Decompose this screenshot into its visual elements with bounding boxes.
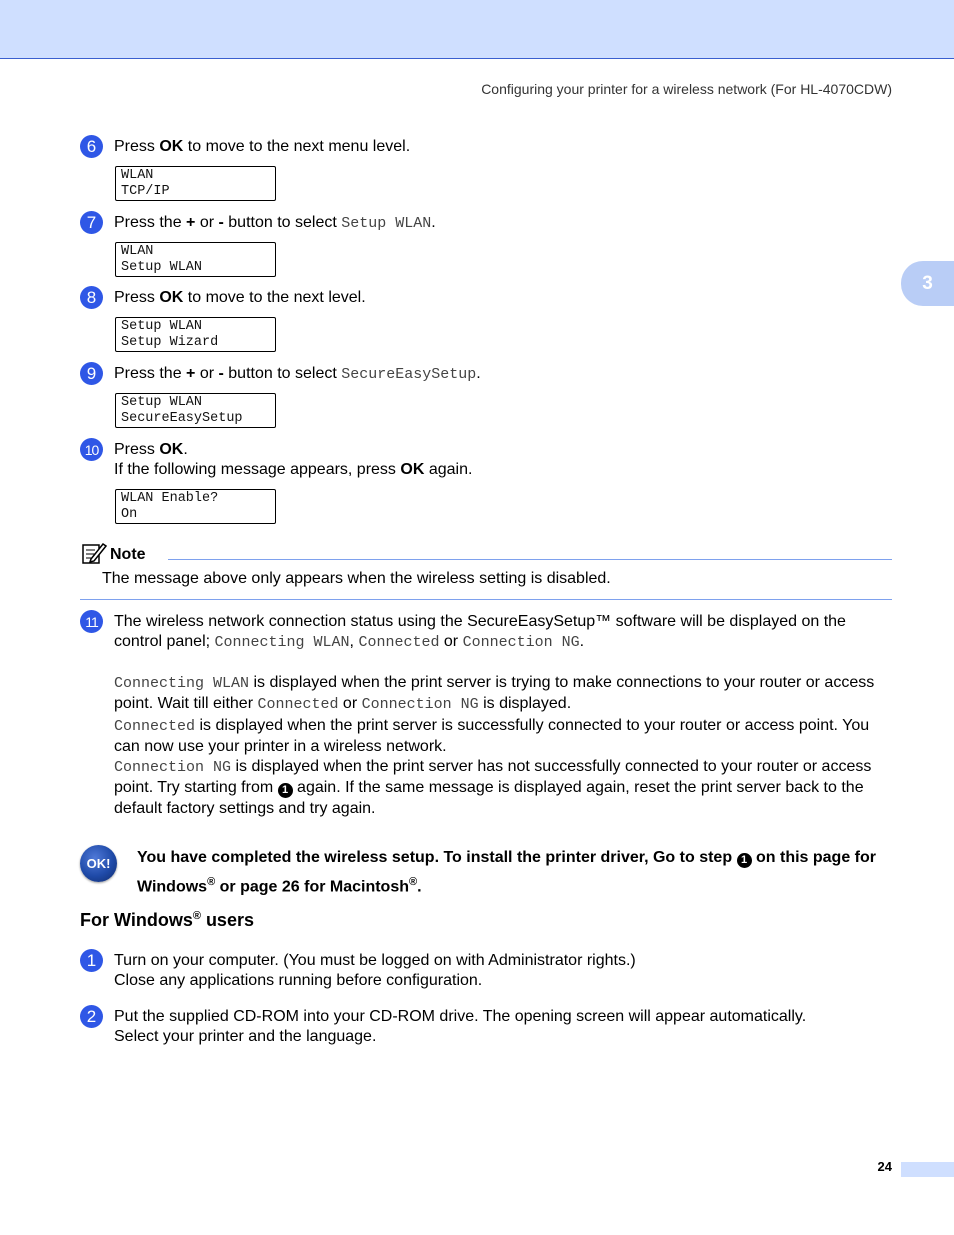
step-9-text: Press the + or - button to select SecureEasySetup.: [114, 365, 481, 383]
step-ref-icon: 1: [737, 853, 752, 868]
page-number-bar: [901, 1162, 954, 1177]
note-pencil-icon: [81, 541, 107, 565]
lcd-display: Setup WLAN Setup Wizard: [115, 317, 276, 352]
step-number: 10: [80, 438, 103, 461]
step-11-text: The wireless network connection status using the SecureEasySetup™ software will be displayed on the control panel; Connecting WLAN, Connected or Connection NG.: [114, 613, 846, 652]
completion-message: You have completed the wireless setup. To install the printer driver, Go to step 1 on this page for Windows® or page 26 for Macintosh®.: [137, 849, 876, 896]
ok-badge-icon: OK!: [80, 845, 117, 882]
lcd-display: WLAN Enable? On: [115, 489, 276, 524]
lcd-display: WLAN Setup WLAN: [115, 242, 276, 277]
step-number: 8: [80, 286, 103, 309]
step-number: 9: [80, 362, 103, 385]
step-6-text: Press OK to move to the next menu level.: [114, 138, 411, 155]
step-number: 6: [80, 135, 103, 158]
chapter-tab: 3: [901, 261, 954, 306]
step-10-text: Press OK. If the following message appears, press OK again.: [114, 441, 473, 478]
status-description: Connecting WLAN is displayed when the print server is trying to make connections to your router or access point. Wait till either Connected or Connection NG is displayed. Connected is displayed when the print server is successfully connected to your router or access point. You can now use your printer in a wireless network. Connection NG is displayed when the print server has not successfully connected to your router or access point. Try starting from 1 again. If the same message is displayed again, reset the print server back to the default factory settings and try again.: [114, 674, 875, 817]
windows-step-2-text: Put the supplied CD-ROM into your CD-ROM drive. The opening screen will appear automatically. Select your printer and the language.: [114, 1008, 807, 1045]
running-header: Configuring your printer for a wireless network (For HL-4070CDW): [481, 81, 892, 97]
page-number: 24: [877, 1159, 892, 1174]
note-label: Note: [110, 546, 146, 563]
step-number: 1: [80, 949, 103, 972]
step-7-text: Press the + or - button to select Setup WLAN.: [114, 214, 436, 232]
step-8-text: Press OK to move to the next level.: [114, 289, 366, 306]
lcd-display: WLAN TCP/IP: [115, 166, 276, 201]
header-band: [0, 0, 954, 59]
note-divider-bottom: [80, 599, 892, 600]
step-number: 2: [80, 1005, 103, 1028]
section-heading: For Windows® users: [80, 910, 254, 930]
note-text: The message above only appears when the wireless setting is disabled.: [102, 570, 611, 587]
windows-step-1-text: Turn on your computer. (You must be logged on with Administrator rights.) Close any applications running before configuration.: [114, 952, 636, 989]
lcd-display: Setup WLAN SecureEasySetup: [115, 393, 276, 428]
step-number: 11: [80, 610, 103, 633]
step-number: 7: [80, 211, 103, 234]
note-divider: [168, 559, 892, 560]
step-ref-icon: 1: [278, 783, 293, 798]
